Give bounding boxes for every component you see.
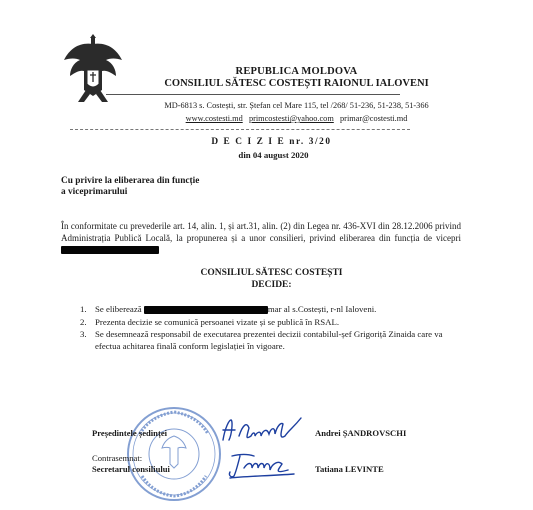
president-name: Andrei ȘANDROVSCHI: [315, 428, 407, 438]
preamble-paragraph: [61, 221, 461, 256]
redaction-bar: [61, 246, 159, 254]
decision-items: [80, 304, 460, 354]
header-address: MD-6813 s. Costești, str. Ștefan cel Mare 115, tel /268/ 51-236, 51-238, 51-366: [164, 101, 429, 110]
website-link[interactable]: www.costesti.md: [185, 114, 243, 123]
item-text-before: Se eliberează: [95, 304, 144, 314]
header-divider: [106, 94, 400, 95]
president-role: Președintele ședinței: [92, 428, 168, 438]
subject-line-2: a viceprimarului: [61, 187, 128, 197]
header-country: REPUBLICA MOLDOVA: [235, 66, 358, 77]
decides-heading: DECIDE:: [251, 280, 292, 290]
countersigned-label: Contrasemnat:: [92, 453, 143, 463]
item-text: Prezenta decizie se comunică persoanei vizate și se publică în RSAL.: [95, 316, 340, 327]
decision-title-text: D E C I Z I E: [211, 137, 286, 147]
section-divider: [70, 129, 410, 130]
decision-date: din 04 august 2020: [238, 150, 309, 160]
decision-subject: [61, 176, 321, 198]
signature-secretary: [222, 448, 302, 482]
list-item: [80, 329, 460, 352]
item-number: 2.: [80, 316, 87, 327]
header-council: CONSILIUL SĂTESC COSTEȘTI RAIONUL IALOVENI: [164, 78, 429, 89]
redaction-bar: [144, 306, 268, 314]
preamble-text: În conformitate cu prevederile art. 14, alin. 1, și art.31, alin. (2) din Legea nr. 436-XVI din 28.12.2006 privind Administrația Publică Locală, la propunerea și a unor consilieri, privind eliberarea din funcția de vicepri: [61, 221, 461, 243]
list-item: [80, 304, 460, 316]
list-item: [80, 317, 460, 329]
email-link-1[interactable]: primcostesti@yahoo.com: [248, 114, 334, 123]
signature-president: [217, 414, 307, 446]
decision-number: nr. 3/20: [285, 137, 332, 147]
council-heading: CONSILIUL SĂTESC COSTEȘTI: [200, 268, 343, 278]
item-text-after: mar al s.Costești, r-nl Ialoveni.: [267, 304, 377, 314]
subject-line-1: Cu privire la eliberarea din funcție: [61, 176, 200, 186]
secretary-role: Secretarul consiliului: [92, 464, 170, 474]
email-link-2[interactable]: primar@costesti.md: [340, 114, 408, 123]
secretary-name: Tatiana LEVINTE: [315, 464, 384, 474]
item-number: 1.: [80, 304, 87, 314]
decision-title: [0, 137, 533, 147]
item-number: 3.: [80, 329, 87, 340]
header-contacts: [0, 114, 533, 123]
item-text: Se desemnează responsabil de executarea prezentei decizii contabilul-șef Grigoriță Zinaida care va efectua achitarea finală conform legislației în vigoare.: [95, 329, 443, 352]
